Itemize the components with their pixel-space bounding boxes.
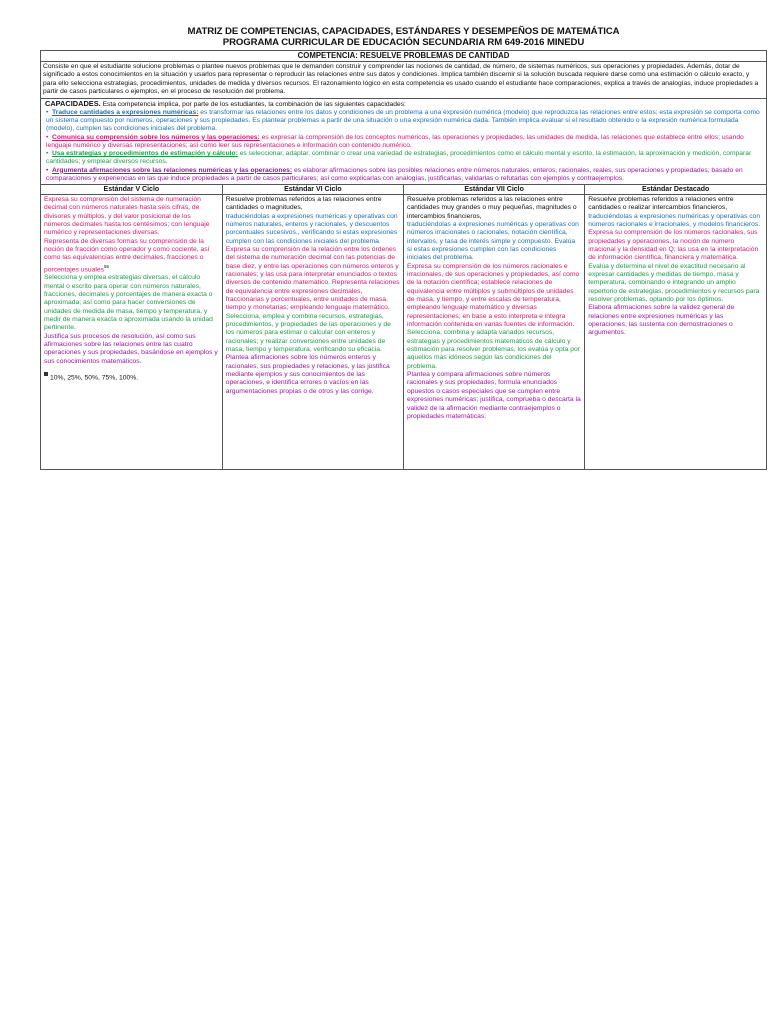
standard-text: Expresa su comprensión de los números racionales e irracionales, de sus operaciones y propiedades, así como de la notación científica; establece relaciones de equivalencia entre múltiplos y submúltiplos de unidades de masa, y tiempo, y entre escalas de temperatura, empleando lenguaje matemático y diversas representaciones; en base a esto interpreta e integra información contenida en varias fuentes de información.: [407, 262, 580, 329]
capacities-list: [45, 109, 764, 183]
standard-text: Selecciona y emplea estrategias diversas, el cálculo mental o escrito para operar con números naturales, fracciones, decimales y porcentajes de manera exacta o aproximada; así como para hacer conversiones de unidades de medida de masa, tiempo y temperatura, y medir de manera exacta o aproximada usando la unidad pertinente.: [44, 274, 213, 332]
header-cycle-vi: Estándar VI Ciclo: [222, 185, 403, 195]
capacity-name: Comunica su comprensión sobre los números y las operaciones:: [52, 133, 260, 141]
competency-description: Consiste en que el estudiante solucione problemas o plantee nuevos problemas que le demanden construir y comprender las nociones de cantidad, de número, de sistemas numéricos, sus operaciones y propiedades. Además, dotar de significado a estos conocimientos en la situación y usarlos para representar o reproducir las relaciones entre sus datos y condiciones. Implica también discernir si la solución buscada requiere darse como una estimación o cálculo exacto, y para ello selecciona estrategias, procedimientos, unidades de medida y diversos recursos. El razonamiento lógico en esta competencia es usado cuando el estudiante hace comparaciones, explica a través de analogías, induce propiedades a partir de casos particulares o ejemplos, en el proceso de resolución del problema.: [41, 62, 766, 99]
standard-text: Evalúa y determina el nivel de exactitud necesario al expresar cantidades y medidas de tiempo, masa y temperatura, combinando e integrando un amplio repertorio de estrategias, procedimientos y recursos para resolver problemas, optando por los óptimos.: [588, 262, 760, 304]
capacity-name: Usa estrategias y procedimientos de estimación y cálculo:: [52, 150, 238, 158]
standard-cell-cycle-vi: [222, 194, 403, 469]
standard-text: Selecciona, combina y adapta variados recursos, estrategias y procedimientos matemáticos de cálculo y estimación para resolver problemas, los evalúa y opta por aquellos más idóneos según las condiciones del problema.: [407, 329, 580, 370]
standard-text: Representa de diversas formas su comprensión de la noción de fracción como operador y como cociente, así como las equivalencias entre decimales, fracciones o porcentajes usuales: [44, 237, 210, 273]
bullet-icon: •: [46, 109, 49, 117]
standards-header-row: [41, 185, 766, 195]
standards-table: [41, 185, 766, 469]
standard-text: Expresa su comprensión del sistema de numeración decimal con números naturales hasta seis cifras, de divisores y múltiplos, y del valor posicional de los números decimales hasta los centésimos; con lenguaje numérico y representaciones diversas.: [44, 195, 210, 237]
standard-text: traduciéndolas a expresiones numéricas y operativas con números racionales e irracionales, y modelos financieros.: [588, 212, 761, 228]
header-outstanding: Estándar Destacado: [585, 185, 766, 195]
header-cycle-v: Estándar V Ciclo: [41, 185, 222, 195]
bullet-icon: •: [46, 133, 49, 141]
competency-title: COMPETENCIA: RESUELVE PROBLEMAS DE CANTIDAD: [41, 51, 766, 62]
standard-text: Plantea afirmaciones sobre los números enteros y racionales, sus propiedades y relaciones, y las justifica mediante ejemplos y sus conocimientos de las operaciones, e identifica errores o vacíos en las argumentaciones propias o de otros y las corrige.: [225, 354, 390, 395]
bullet-icon: •: [46, 166, 49, 174]
standard-text: Justifica sus procesos de resolución, así como sus afirmaciones sobre las relaciones entre las cuatro operaciones y sus propiedades, basándose en ejemplos y sus conocimientos matemáticos.: [44, 332, 218, 365]
header-cycle-vii: Estándar VII Ciclo: [404, 185, 585, 195]
capacities-intro-text: Esta competencia implica, por parte de los estudiantes, la combinación de las siguientes capacidades:: [100, 100, 406, 108]
standard-cell-cycle-v: [41, 194, 222, 469]
capacity-text: es transformar las relaciones entre los datos y condiciones de un problema a una expresión numérica (modelo) que reproduzca las relaciones entre estos; esta expresión se comporta como un sistema compuesto por números, operaciones y sus propiedades. Es plantear problemas a partir de una situación o una expresión numérica dada. También implica evaluar si el resultado obtenido o la expresión numérica formulada (modelo), cumplen las condiciones iniciales del problema.: [46, 109, 760, 133]
standard-text: traduciéndolas a expresiones numéricas y operativas con números naturales, enteros y racionales, y descuentos porcentuales sucesivos., verificando si estas expresiones cumplen con las condiciones iniciales del problema.: [225, 212, 398, 245]
standard-text: Elabora afirmaciones sobre la validez general de relaciones entre expresiones numéricas y las operaciones; las sustenta con demostraciones o argumentos.: [588, 304, 735, 337]
standard-text: Resuelve problemas referidos a las relaciones entre cantidades o magnitudes,: [225, 195, 382, 212]
capacities-section: [41, 99, 766, 185]
capacity-item: [45, 109, 764, 134]
bullet-icon: •: [46, 150, 49, 158]
standards-row: [41, 194, 766, 469]
capacity-text: es seleccionar, adaptar, combinar o crear una variedad de estrategias, procedimientos como el cálculo mental y escrito, la estimación, la aproximación y medición, comparar cantidades; y emplear diversos recursos.: [46, 150, 752, 166]
capacity-item: [45, 150, 764, 166]
standard-cell-cycle-vii: [404, 194, 585, 469]
standard-text: Resuelve problemas referidos a relaciones entre cantidades o realizar intercambios financieros,: [588, 195, 734, 212]
standard-text: Selecciona, emplea y combina recursos, estrategias, procedimientos, y propiedades de las operaciones y de los números para estimar o calcular con enteros y racionales; y realizar conversiones entre unidades de masa, tiempo y temperatura; verificando su eficacia.: [225, 312, 391, 354]
title-line-1: MATRIZ DE COMPETENCIAS, CAPACIDADES, ESTÁNDARES Y DESEMPEÑOS DE MATEMÁTICA: [187, 26, 620, 37]
title-line-2: PROGRAMA CURRICULAR DE EDUCACIÓN SECUNDARIA RM 649-2016 MINEDU: [222, 37, 585, 48]
standard-text: Expresa su comprensión de la relación entre los órdenes del sistema de numeración decimal con las potencias de base diez, y entre las operaciones con números enteros y racionales; y las usa para interpretar enunciados o textos diversos de contenido matemático. Representa relaciones de equivalencia entre expresiones decimales, fraccionarias y porcentuales, entre unidades de masa, tiempo y monetarias; empleando lenguaje matemático.: [225, 245, 400, 312]
footnote-mark-icon: [44, 372, 48, 376]
standard-text: Plantea y compara afirmaciones sobre números racionales y sus propiedades, formula enunciados opuestos o casos especiales que se cumplen entre expresiones numéricas; justifica, comprueba o descarta la validez de la afirmación mediante contraejemplos o propiedades matemáticas.: [407, 371, 581, 420]
standard-text: Resuelve problemas referidos a las relaciones entre cantidades muy grandes o muy pequeñas, magnitudes o intercambios financieros,: [407, 195, 577, 220]
standard-cell-outstanding: [585, 194, 766, 469]
standard-text: Expresa su comprensión de los números racionales, sus propiedades y operaciones, la noción de número irracional y la densidad en Q; las usa en la interpretación de información científica, financiera y matemática.: [588, 229, 759, 262]
standard-text: traduciéndolas a expresiones numéricas y operativas con números irracionales o racionales, notación científica, intervalos, y tasa de interés simple y compuesto. Evalúa si estas expresiones cumplen con las condiciones iniciales del problema.: [407, 220, 579, 262]
footnote-text: 10%, 25%, 50%, 75%, 100%.: [50, 374, 139, 382]
capacities-intro: [45, 100, 764, 109]
capacity-text: es elaborar afirmaciones sobre las posibles relaciones entre números naturales, enteros, racionales, reales, sus operaciones y propiedades; basado en comparaciones y experiencias en las que induce propiedades a partir de casos particulares; así como explicarlas con analogías, justificarlas, validarlas o refutarlas con ejemplos y contraejemplos.: [46, 166, 743, 182]
capacity-item: [45, 167, 764, 183]
footnote: [44, 372, 219, 383]
capacities-label: CAPACIDADES.: [45, 98, 101, 108]
footnote-marker: 56: [104, 263, 110, 269]
capacity-name: Argumenta afirmaciones sobre las relaciones numéricas y las operaciones:: [52, 166, 293, 174]
capacity-text: es expresar la comprensión de los conceptos numéricos, las operaciones y propiedades, las unidades de medida, las relaciones que establece entre ellos; usando lenguaje numérico y diversas representaciones; así como leer sus representaciones e información con contenido numérico.: [46, 133, 744, 149]
capacity-name: Traduce cantidades a expresiones numéricas:: [52, 109, 199, 117]
capacity-item: [45, 134, 764, 150]
competency-matrix: [40, 50, 767, 470]
document: [40, 26, 767, 470]
